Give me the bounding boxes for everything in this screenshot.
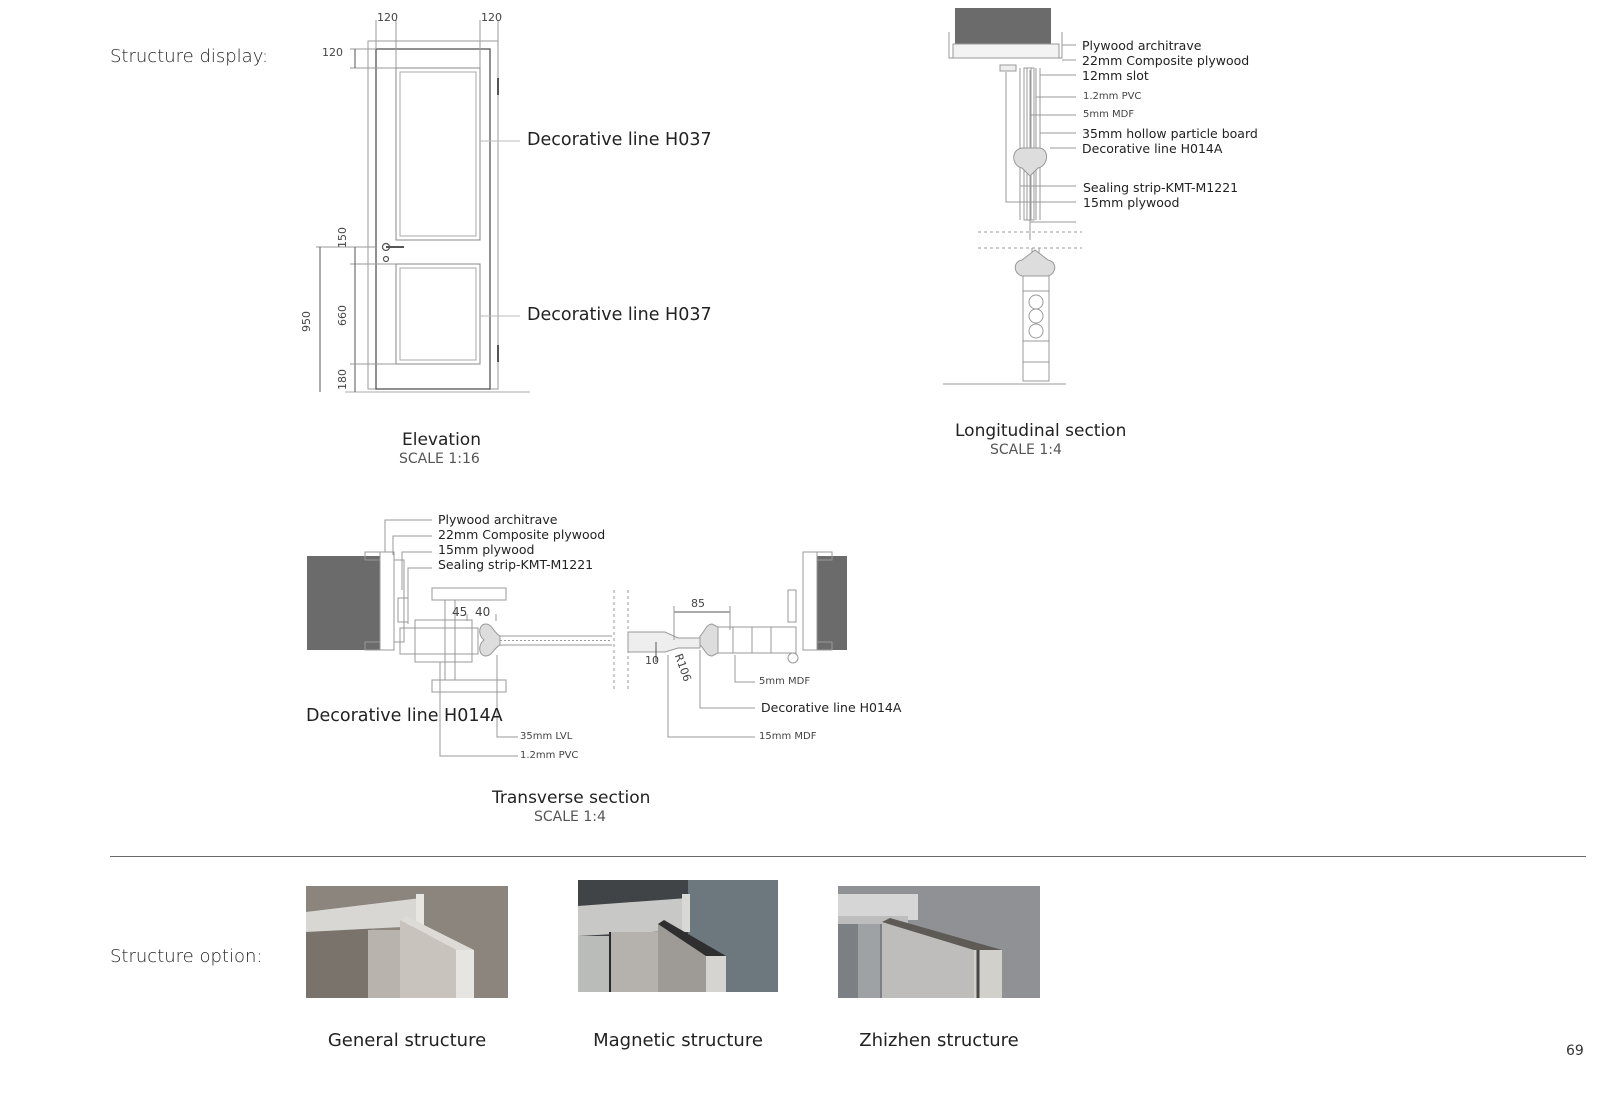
magnetic-structure-caption: Magnetic structure xyxy=(593,1030,763,1051)
long-callout-9: 15mm plywood xyxy=(1083,195,1180,210)
dim-45: 45 xyxy=(452,605,468,619)
page-number: 69 xyxy=(1566,1043,1584,1059)
dim-40: 40 xyxy=(475,605,491,619)
long-callout-5: 5mm MDF xyxy=(1083,109,1135,120)
trans-callout-35mm-lvl: 35mm LVL xyxy=(520,731,573,742)
structure-display-label: Structure display: xyxy=(110,46,269,67)
dim-top-left: 120 xyxy=(377,11,398,24)
elevation-title: Elevation xyxy=(402,430,481,450)
dim-r106: R106 xyxy=(671,652,694,684)
elevation-scale: SCALE 1:16 xyxy=(399,451,480,467)
general-structure-photo xyxy=(306,886,508,998)
trans-callout-decorative-line-left: Decorative line H014A xyxy=(306,706,503,726)
trans-callout-2: 22mm Composite plywood xyxy=(438,527,606,542)
zhizhen-structure-photo xyxy=(838,886,1040,998)
dim-85: 85 xyxy=(691,597,705,610)
general-structure-caption: General structure xyxy=(327,1030,487,1051)
dim-top-right: 120 xyxy=(481,11,502,24)
trans-callout-5mm-mdf: 5mm MDF xyxy=(759,676,811,687)
transverse-section-icon xyxy=(0,0,900,780)
long-callout-4: 1.2mm PVC xyxy=(1083,91,1142,102)
long-callout-1: Plywood architrave xyxy=(1082,38,1202,53)
callout-decorative-line-top: Decorative line H037 xyxy=(527,130,712,150)
long-callout-8: Sealing strip-KMT-M1221 xyxy=(1083,180,1239,195)
trans-callout-4: Sealing strip-KMT-M1221 xyxy=(438,557,594,572)
section-divider xyxy=(110,856,1586,857)
long-callout-6: 35mm hollow particle board xyxy=(1082,126,1258,141)
trans-callout-1-2mm-pvc: 1.2mm PVC xyxy=(520,750,579,761)
long-callout-7: Decorative line H014A xyxy=(1082,141,1223,156)
longitudinal-scale: SCALE 1:4 xyxy=(990,442,1062,458)
dim-10: 10 xyxy=(645,654,659,667)
transverse-scale: SCALE 1:4 xyxy=(534,809,606,825)
structure-option-label: Structure option: xyxy=(110,946,263,967)
dim-bottom-rail: 180 xyxy=(336,369,349,390)
trans-callout-15mm-mdf: 15mm MDF xyxy=(759,731,817,742)
zhizhen-structure-caption: Zhizhen structure xyxy=(859,1030,1019,1051)
dim-side-top: 120 xyxy=(322,46,343,59)
dim-handle-height: 950 xyxy=(300,311,313,332)
longitudinal-title: Longitudinal section xyxy=(955,421,1127,441)
trans-callout-1: Plywood architrave xyxy=(438,512,558,527)
dim-lower-panel: 660 xyxy=(336,305,349,326)
dim-handle: 150 xyxy=(336,227,349,248)
trans-callout-3: 15mm plywood xyxy=(438,542,535,557)
long-callout-2: 22mm Composite plywood xyxy=(1082,53,1250,68)
transverse-title: Transverse section xyxy=(492,788,651,808)
trans-callout-decorative-line-right: Decorative line H014A xyxy=(761,700,902,715)
long-callout-3: 12mm slot xyxy=(1082,68,1149,83)
callout-decorative-line-bottom: Decorative line H037 xyxy=(527,305,712,325)
magnetic-structure-photo xyxy=(578,880,778,992)
